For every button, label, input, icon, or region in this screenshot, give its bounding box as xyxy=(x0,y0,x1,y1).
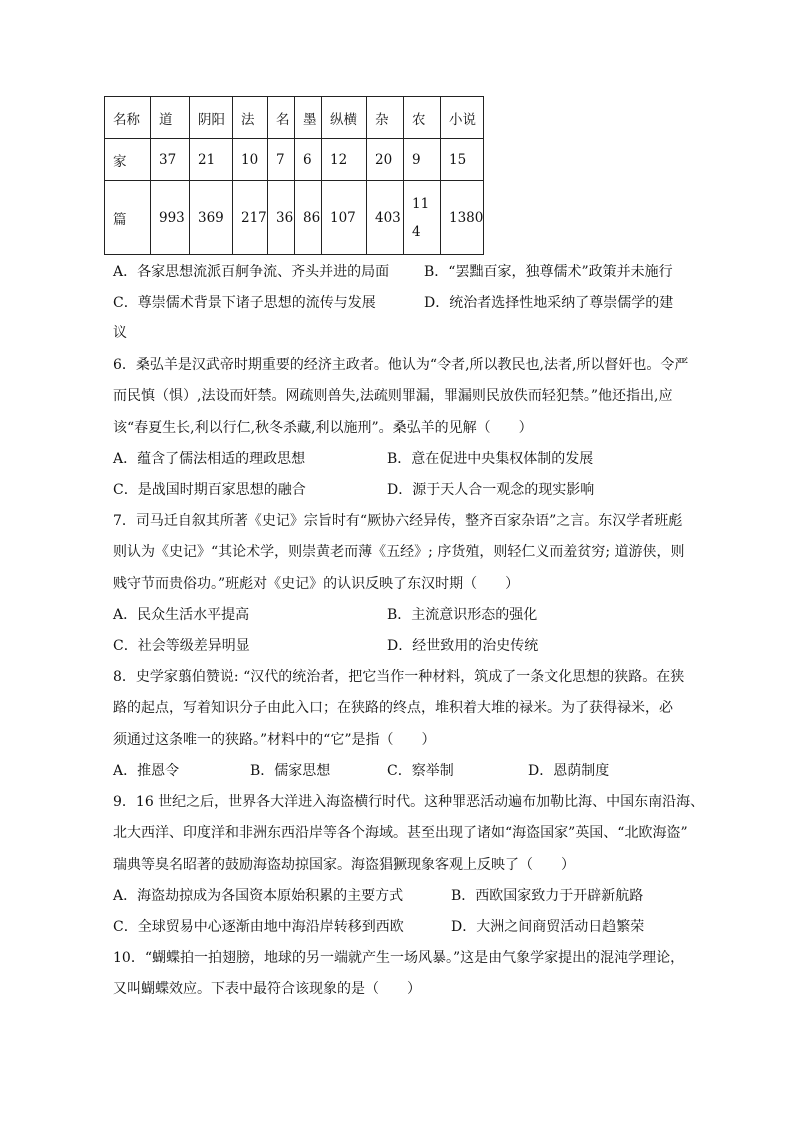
table-cell: 杂 xyxy=(367,97,404,139)
q7-stem-line: 则认为《史记》“其论术学，则崇黄老而薄《五经》; 序货殖，则轻仁义而羞贫穷; 道游侠，则 xyxy=(113,544,685,560)
q5-option-c: C．尊崇儒术背景下诸子思想的流传与发展 xyxy=(113,295,376,311)
table-cell: 20 xyxy=(367,139,404,181)
wrapped-digits-bottom: 4 xyxy=(412,223,421,240)
q6-stem-line: 而民慎（惧）,法设而奸禁。网疏则兽失,法疏则罪漏，罪漏则民放佚而轻犯禁。”他还指出,应 xyxy=(113,388,673,404)
q10-stem-line: 又叫蝴蝶效应。下表中最符合该现象的是（ ） xyxy=(113,981,421,997)
q5-option-a: A．各家思想流派百舸争流、齐头并进的局面 xyxy=(113,264,390,280)
table-cell: 9 xyxy=(404,139,441,181)
table-cell: 86 xyxy=(295,181,322,255)
table-cell: 农 xyxy=(404,97,441,139)
q7-stem-line: 7．司马迁自叙其所著《史记》宗旨时有“厥协六经异传，整齐百家杂语”之言。东汉学者班彪 xyxy=(113,513,683,529)
q5-option-b: B．“罢黜百家，独尊儒术”政策并未施行 xyxy=(424,264,673,280)
q9-option-b: B．西欧国家致力于开辟新航路 xyxy=(451,888,644,904)
q8-option-d: D．恩荫制度 xyxy=(528,763,610,779)
table-cell: 21 xyxy=(190,139,233,181)
table-cell: 名 xyxy=(268,97,295,139)
q7-option-d: D．经世致用的治史传统 xyxy=(387,638,539,654)
q5-option-d: D．统治者选择性地采纳了尊崇儒学的建 xyxy=(424,295,674,311)
table-cell: 名称 xyxy=(105,97,151,139)
q8-option-c: C．察举制 xyxy=(387,763,454,779)
q9-stem-line: 瑞典等臭名昭著的鼓励海盗劫掠国家。海盗猖獗现象客观上反映了（ ） xyxy=(113,857,575,873)
q9-option-a: A．海盗劫掠成为各国资本原始积累的主要方式 xyxy=(113,888,404,904)
q8-stem-line: 须通过这条唯一的狭路。”材料中的“它”是指（ ） xyxy=(113,732,436,748)
wrapped-digits-top: 11 xyxy=(412,195,430,212)
q7-option-a: A．民众生活水平提高 xyxy=(113,607,250,623)
table-cell: 10 xyxy=(233,139,268,181)
table-cell: 37 xyxy=(151,139,190,181)
table-cell: 12 xyxy=(322,139,367,181)
q9-option-c: C．全球贸易中心逐渐由地中海沿岸转移到西欧 xyxy=(113,919,404,935)
q8-option-b: B．儒家思想 xyxy=(250,763,331,779)
table-cell: 阴阳 xyxy=(190,97,233,139)
q6-option-a: A．蕴含了儒法相适的理政思想 xyxy=(113,451,306,467)
table-cell: 7 xyxy=(268,139,295,181)
table-cell: 107 xyxy=(322,181,367,255)
table-cell: 墨 xyxy=(295,97,322,139)
q8-stem-line: 8．史学家翦伯赞说: “汉代的统治者，把它当作一种材料，筑成了一条文化思想的狭路。在狭 xyxy=(113,669,685,685)
table-cell: 217 xyxy=(233,181,268,255)
table-row xyxy=(105,181,484,255)
table-cell: 道 xyxy=(151,97,190,139)
table-cell xyxy=(404,181,441,255)
q6-option-d: D．源于天人合一观念的现实影响 xyxy=(387,482,595,498)
q7-option-b: B．主流意识形态的强化 xyxy=(387,607,538,623)
q6-option-c: C．是战国时期百家思想的融合 xyxy=(113,482,306,498)
q9-stem-line: 北大西洋、印度洋和非洲东西沿岸等各个海域。甚至出现了诸如“海盗国家”英国、“北欧海盗” xyxy=(113,825,688,841)
table-row xyxy=(105,97,484,139)
table-cell: 6 xyxy=(295,139,322,181)
table-cell: 36 xyxy=(268,181,295,255)
table-cell: 家 xyxy=(105,139,151,181)
q7-stem-line: 贱守节而贵俗功。”班彪对《史记》的认识反映了东汉时期（ ） xyxy=(113,576,520,592)
table-cell: 1380 xyxy=(441,181,484,255)
table-cell: 篇 xyxy=(105,181,151,255)
table-cell: 法 xyxy=(233,97,268,139)
table-cell: 993 xyxy=(151,181,190,255)
q6-stem-line: 该“春夏生长,利以行仁,秋冬杀藏,利以施刑”。桑弘羊的见解（ ） xyxy=(113,420,533,436)
q7-option-c: C．社会等级差异明显 xyxy=(113,638,250,654)
q9-option-d: D．大洲之间商贸活动日趋繁荣 xyxy=(451,919,645,935)
q10-stem-line: 10．“蝴蝶拍一拍翅膀，地球的另一端就产生一场风暴。”这是由气象学家提出的混沌学理论， xyxy=(113,950,685,966)
q6-option-b: B．意在促进中央集权体制的发展 xyxy=(387,451,594,467)
q5-option-d-wrap: 议 xyxy=(113,325,127,341)
table-cell: 403 xyxy=(367,181,404,255)
table-cell: 15 xyxy=(441,139,484,181)
q8-stem-line: 路的起点，写着知识分子由此入口；在狭路的终点，堆积着大堆的禄米。为了获得禄米，必 xyxy=(113,700,673,716)
q9-stem-line: 9．16 世纪之后，世界各大洋进入海盗横行时代。这种罪恶活动遍布加勒比海、中国东南沿海、 xyxy=(113,794,705,810)
table-cell: 369 xyxy=(190,181,233,255)
q8-option-a: A．推恩令 xyxy=(113,763,180,779)
q6-stem-line: 6．桑弘羊是汉武帝时期重要的经济主政者。他认为“令者,所以教民也,法者,所以督奸也。令严 xyxy=(113,357,689,373)
schools-table xyxy=(104,96,484,255)
table-row xyxy=(105,139,484,181)
table-cell: 小说 xyxy=(441,97,484,139)
table-cell: 纵横 xyxy=(322,97,367,139)
